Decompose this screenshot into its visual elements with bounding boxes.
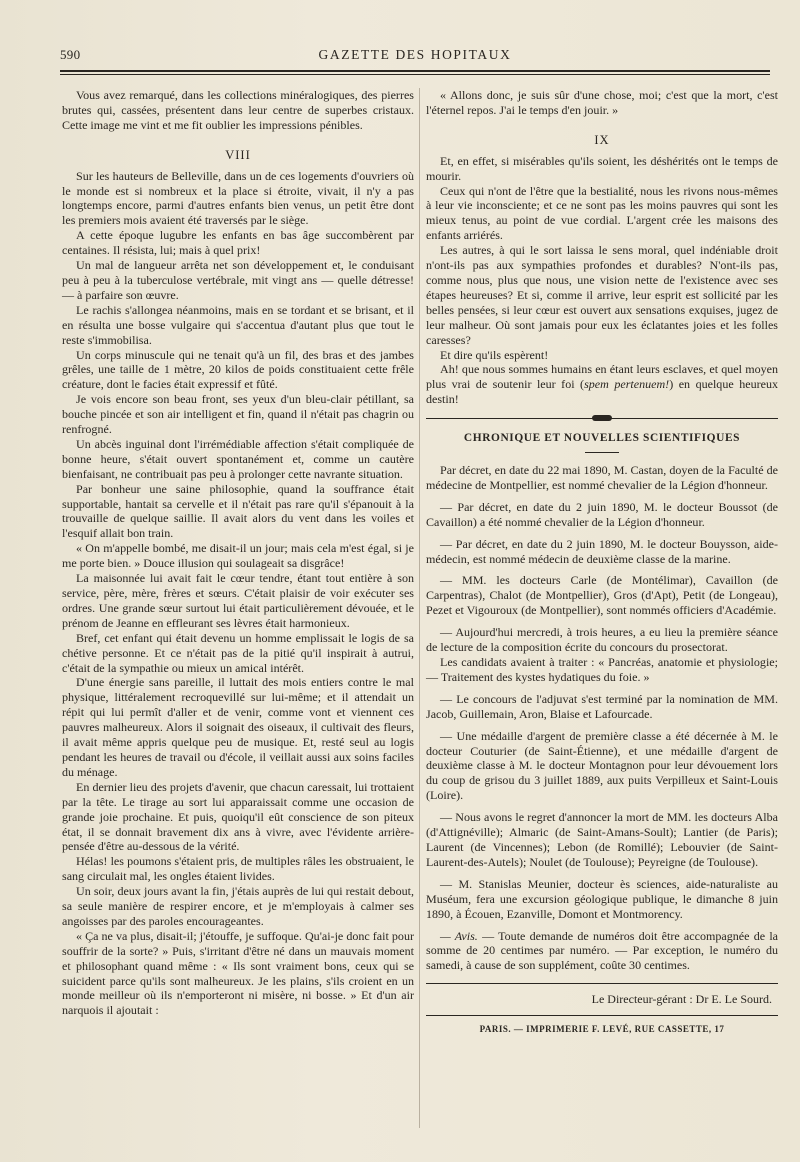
page-header (60, 47, 770, 67)
paragraph: « On m'appelle bombé, me disait-il un jour; mais cela m'est égal, si je me porte bien. » Douce illusion qui soulageait sa disgrâce! (62, 541, 414, 571)
director-signature: Le Directeur-gérant : Dr E. Le Sourd. (591, 992, 772, 1007)
paragraph: En dernier lieu des projets d'avenir, que chacun caressait, lui trottaient par la tête. Le tirage au sort lui apparaissait comme une occasion de grande joie prochaine. Et puis, quoiqu'il eût conscience de son piteux état, il se donnait bravement dix ans à vivre, avec l'évidente arrière-pensée d'être au-dessous de la vérité. (62, 779, 414, 854)
printer-imprint: PARIS. — IMPRIMERIE F. LEVÉ, RUE CASSETTE, 17 (479, 1024, 725, 1035)
paragraph: Je vois encore son beau front, ses yeux d'un bleu-clair pétillant, sa bouche pincée et son air intelligent et fin, quand il n'était pas chagrin ou renfrogné. (62, 392, 414, 437)
paragraph: A cette époque lugubre les enfants en bas âge succombèrent par centaines. Il résista, lui; mais à quel prix! (62, 228, 414, 258)
section-number: IX (594, 132, 610, 147)
footer-rule (426, 983, 778, 984)
avis-text: — Toute demande de numéros doit être accompagnée de la somme de 20 centimes par numéro. — Par exception, le numéro du samedi, à cause de son supplément, coûte 30 centimes. (426, 928, 779, 973)
right-column (426, 88, 778, 1037)
paragraph: « Ça ne va plus, disait-il; j'étouffe, je suffoque. Qu'ai-je donc fait pour souffrir de la sorte? » Puis, s'irritant d'être né dans un mauvais moment et philosophant quand même : « Ils sont vraiment bons, ceux qui se suicident parce qu'ils sont malheureux. Je les plains, s'ils croient en un monde meilleur où ils n'emporteront ni misère, ni bosse. » Et d'un air narquois il ajoutait : (62, 928, 414, 1018)
paragraph: La maisonnée lui avait fait le cœur tendre, étant tout entière à son service, père, mère, frères et sœurs. C'était plaisir de voir exécuter ses ordres. Une grande sœur surtout lui était particulièrement dévouée, et le prénom de Jeanne en effleurant ses lèvres était harmonieux. (62, 571, 414, 630)
left-column (62, 88, 414, 1018)
header-rule (60, 70, 770, 72)
section-ornament (426, 417, 778, 421)
latin-quote: spem pertenuem! (584, 377, 670, 392)
news-item: — Une médaille d'argent de première classe a été décernée à M. le docteur Couturier (de Saint-Étienne), et une médaille d'argent de deuxième classe à M. le docteur Montagnon pour leur dévouement lors du coup de grisou du 3 juillet 1889, aux puits Verpilleux et Saint-Louis (Loire). (426, 728, 778, 803)
paragraph-text: ) en quelque heureux destin! (426, 377, 778, 407)
paragraph: Et dire qu'ils espèrent! (440, 347, 549, 362)
paragraph: Un abcès inguinal dont l'irrémédiable affection s'était compliquée de bonne heure, s'était ouvert spontanément et, comme un cautère bienfaisant, ne contribuait pas peu à prolonger cette navrante situation. (62, 436, 414, 481)
news-item: Par décret, en date du 22 mai 1890, M. Castan, doyen de la Faculté de médecine de Montpellier, est nommé chevalier de la Légion d'honneur. (426, 463, 778, 492)
header-rule-thin (60, 74, 770, 75)
heading-rule (585, 452, 619, 453)
paragraph: D'une énergie sans pareille, il luttait des mois entiers contre le mal physique, littéralement recroquevillé sur lui-même; et il attendait un répit qui lui permît d'aller et de venir, comme vont et viennent ces pauvres malheureux. Alors il soignait des oiseaux, il cultivait des fleurs, il avait même appris quelque peu de musique. Et, resté seul au logis pendant les heures de travail ou d'école, il veillait aussi aux soins faciles du ménage. (62, 675, 414, 779)
paragraph: Vous avez remarqué, dans les collections minéralogiques, des pierres brutes qui, cassées, présentent dans leur centre de superbes cristaux. Cette image me vint et me fit oublier les impressions pénibles. (62, 88, 414, 132)
paragraph (426, 362, 778, 407)
news-item: — M. Stanislas Meunier, docteur ès sciences, aide-naturaliste au Muséum, fera une excursion géologique publique, le dimanche 8 juin 1890, à Écouen, Ezanville, Domont et Montmorency. (426, 876, 778, 921)
paragraph: Un soir, deux jours avant la fin, j'étais auprès de lui qui restait debout, sa seule manière de respirer encore, et je m'employais à calmer ses angoisses par des paroles encourageantes. (62, 884, 414, 928)
paragraph-text: Ah! que nous sommes humains en étant leurs esclaves, et quel moyen plus vrai de soutenir leur foi ( (426, 362, 778, 392)
paragraph: Un corps minuscule qui ne tenait qu'à un fil, des bras et des jambes grêles, une taille de 1 mètre, 20 kilos de poids constituaient cette frêle créature, dont le facies était expressif et fûté. (62, 347, 414, 392)
page-number: 590 (60, 47, 81, 62)
paragraph: Ceux qui n'ont de l'être que la bestialité, nous les rivons nous-mêmes à leur vie inconsciente; et ce ne sont pas les moins pauvres qui sont les mieux tenus, au point de vue cordial. L'argent crée les maisons des enfants arriérés. (426, 183, 778, 243)
paragraph: « Allons donc, je suis sûr d'une chose, moi; c'est que la mort, c'est l'éternel repos. J'ai le temps d'en jouir. » (426, 88, 778, 117)
news-item (426, 929, 778, 974)
news-item: — Le concours de l'adjuvat s'est terminé par la nomination de MM. Jacob, Guillemain, Aron, Blaise et Lafourcade. (426, 691, 778, 721)
paragraph: Un mal de langueur arrêta net son développement et, le conduisant peu à peu à la tuberculose vertébrale, mit vingt ans — quelle détresse! — à parfaire son œuvre. (62, 258, 414, 302)
news-item: — Aujourd'hui mercredi, à trois heures, a eu lieu la première séance de lecture de la composition écrite du concours du prosectorat. (426, 625, 778, 655)
paragraph: Et, en effet, si misérables qu'ils soient, les déshérités ont le temps de mourir. (426, 153, 778, 183)
news-item: — MM. les docteurs Carle (de Montélimar), Cavaillon (de Carpentras), Chalot (de Montpellier), Gros (d'Apt), Petit (de Longeau), Pezet et Vigouroux (de Montpellier), sont nommés officiers d'Académie. (426, 573, 778, 618)
paragraph: Sur les hauteurs de Belleville, dans un de ces logements d'ouvriers où le monde est si nombreux et la place si étroite, vivait, il n'y a pas longtemps encore, parmi d'autres enfants bien venus, un petit être dont les premiers mois avaient été traversés par le siège. (62, 168, 414, 228)
chronique-heading: CHRONIQUE ET NOUVELLES SCIENTIFIQUES (463, 432, 741, 445)
paragraph: Bref, cet enfant qui était devenu un homme emplissait le logis de sa chétive personne. Et ce n'était pas de la pitié qu'il inspirait à autrui, c'était de la sympathie ou mieux un amical intérêt. (62, 630, 414, 675)
paragraph: Par bonheur une saine philosophie, quand la souffrance était supportable, hantait sa cervelle et il n'était pas rare qu'il s'épanouit à la trouvaille de quelque saillie. Il avait alors du vent dans les voiles et l'esquif allait bon train. (62, 481, 414, 541)
column-divider (419, 88, 420, 1128)
avis-label: — Avis. (440, 928, 478, 943)
paragraph: Hélas! les poumons s'étaient pris, de multiples râles les obstruaient, le sang circulait mal, les ongles étaient livides. (62, 854, 414, 884)
news-item: Les candidats avaient à traiter : « Pancréas, anatomie et physiologie; — Traitement des kystes hydatiques du foie. » (426, 655, 778, 684)
news-item: — Par décret, en date du 2 juin 1890, M. le docteur Bouysson, aide-médecin, est nommé médecin de deuxième classe de la marine. (426, 536, 778, 566)
footer-rule-2 (426, 1015, 778, 1016)
journal-title: GAZETTE DES HOPITAUX (318, 47, 512, 62)
section-number: VIII (225, 147, 251, 162)
news-item: — Nous avons le regret d'annoncer la mort de MM. les docteurs Alba (d'Attignéville); Almaric (de Saint-Amans-Soult); Lantier (de Paris); Laurent (de Vincennes); Lebon (de Romillé); Lebouvier (de Saint-Laurent-des-Autels); Noulet (de Toulouse); Peyreigne (de Toulouse). (426, 810, 778, 869)
paragraph: Le rachis s'allongea néanmoins, mais en se tordant et se brisant, et il en résulta une bosse vulgaire qui s'accentua d'autant plus que tout le reste s'immobilisa. (62, 302, 414, 347)
news-item: — Par décret, en date du 2 juin 1890, M. le docteur Boussot (de Cavaillon) a été nommé chevalier de la Légion d'honneur. (426, 499, 778, 529)
paragraph: Les autres, à qui le sort laissa le sens moral, quel indéniable droit n'ont-ils pas aux sympathies profondes et durables? N'ont-ils pas, comme nous, plus que nous, une vision nette de l'existence avec ses étapes heureuses? Et si, comme il arrive, leur esprit est sollicité par les belles pensées, si leur cœur est ouvert aux sensations exquises, jugez de leur malheur. Où sont jamais pour eux les éclatantes joies et les folles caresses? (426, 243, 778, 347)
